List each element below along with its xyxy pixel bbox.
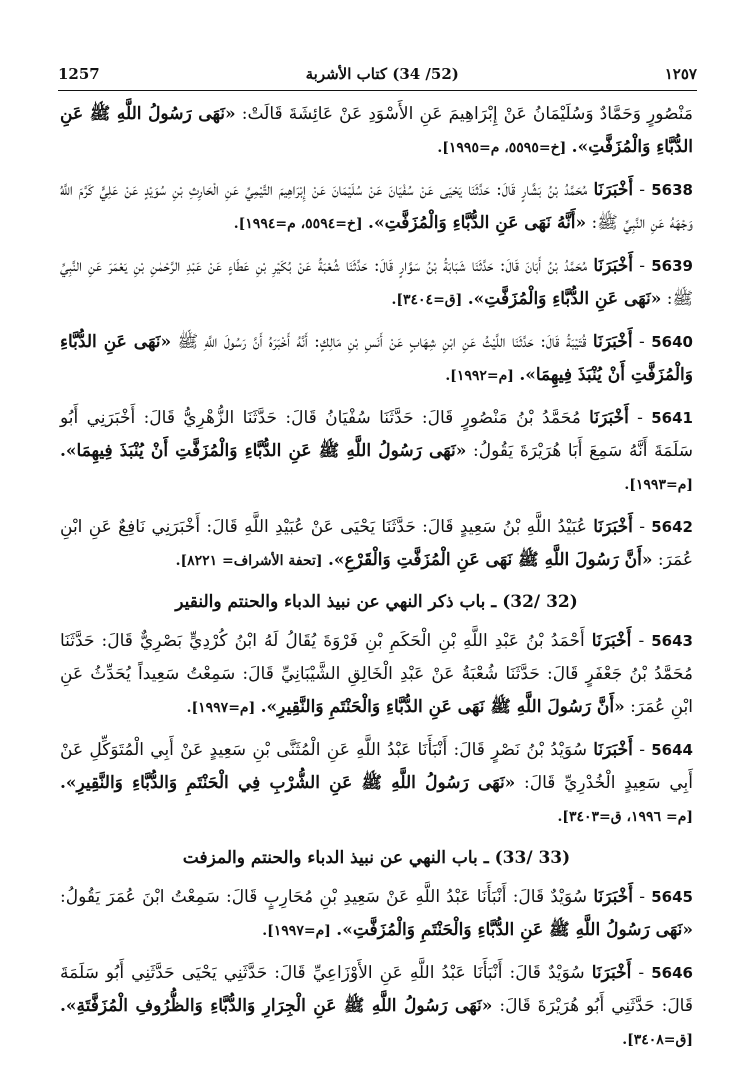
hadith-entry: 5642 - أَخْبَرَنَا عُبَيْدُ اللَّهِ بْنُ سَعِيدٍ قَالَ: حَدَّثَنَا يَحْيَى عَنْ عُبَيْدِ اللَّهِ قَالَ: أَخْبَرَنِي نَافِعٌ عَنِ ابْنِ عُمَرَ: «أَنَّ رَسُولَ اللَّهِ ﷺ نَهَى عَنِ الْمُزَفَّتِ وَالْقَرْعِ». [تحفة الأشراف= ٨٢٢١]. bbox=[60, 517, 693, 570]
hadith-matn: «نَهَى رَسُولُ اللَّهِ ﷺ عَنِ الدُّبَّاءِ وَالْحَنْتَمِ وَالْمُزَفَّتِ». bbox=[336, 920, 693, 940]
isnad-text: سُوَيْدٌ قَالَ: أَنْبَأَنَا عَبْدُ اللَّهِ عَنْ سَعِيدِ بْنِ مُحَارِبٍ قَالَ: سَمِعْتُ ابْنَ عُمَرَ يَقُولُ: bbox=[60, 887, 594, 907]
running-title: (52/ 34) كتاب الأشربة bbox=[305, 65, 459, 83]
isnad-text: أَحْمَدُ بْنُ عَبْدِ اللَّهِ بْنِ الْحَكَمِ بْنِ فَرْوَةَ يُقَالُ لَهُ ابْنُ كُرْدِيٍّ بَصْرِيٌّ قَالَ: حَدَّثَنَا مُحَمَّدُ بْنُ جَعْفَرٍ قَالَ: حَدَّثَنَا شُعْبَةُ عَنْ عَبْدِ الْخَالِقِ الشَّيْبَانِيِّ قَالَ: سَمِعْتُ سَعِيداً يُحَدِّثُ عَنِ ابْنِ عُمَرَ: bbox=[60, 631, 693, 717]
hadith-number: 5642 bbox=[651, 518, 693, 536]
hadith-matn: «نَهَى عَنِ الدُّبَّاءِ وَالْمُزَفَّتِ». bbox=[467, 289, 662, 309]
cross-reference: [م= ١٩٩٦، ق=٣٤٠٣]. bbox=[557, 809, 693, 825]
hadith-matn: «نَهَى رَسُولُ اللَّهِ ﷺ عَنِ الدُّبَّاءِ وَالْمُزَفَّتِ». bbox=[60, 104, 693, 157]
hadith-number: 5645 bbox=[651, 888, 693, 906]
hadith-entry: 5643 - أَخْبَرَنَا أَحْمَدُ بْنُ عَبْدِ اللَّهِ بْنِ الْحَكَمِ بْنِ فَرْوَةَ يُقَالُ لَهُ ابْنُ كُرْدِيٍّ بَصْرِيٌّ قَالَ: حَدَّثَنَا مُحَمَّدُ بْنُ جَعْفَرٍ قَالَ: حَدَّثَنَا شُعْبَةُ عَنْ عَبْدِ الْخَالِقِ الشَّيْبَانِيِّ قَالَ: سَمِعْتُ سَعِيداً يُحَدِّثُ عَنِ ابْنِ عُمَرَ: «أَنَّ رَسُولَ اللَّهِ ﷺ نَهَى عَنِ الدُّبَّاءِ وَالْحَنْتَمِ وَالنَّقِيرِ». [م=١٩٩٧]. bbox=[60, 631, 693, 717]
hadith-matn: «نَهَى عَنِ الدُّبَّاءِ وَالْمُزَفَّتِ أَنْ يُنْبَذَ فِيهِمَا». bbox=[60, 332, 693, 385]
cross-reference: [ق=٣٤٠٤]. bbox=[391, 292, 463, 308]
cross-reference: [تحفة الأشراف= ٨٢٢١]. bbox=[175, 553, 323, 569]
narration-lead: أَخْبَرَنَا bbox=[591, 963, 632, 983]
hadith-matn: «نَهَى رَسُولُ اللَّهِ ﷺ عَنِ الْجِرَارِ وَالدُّبَّاءِ وَالظُّرُوفِ الْمُزَفَّتَةِ». bbox=[60, 996, 493, 1016]
narration-lead: أَخْبَرَنَا bbox=[593, 180, 634, 200]
hadith-number: 5640 bbox=[651, 333, 693, 351]
isnad-text: سُوَيْدُ بْنُ نَصْرٍ قَالَ: أَنْبَأَنَا عَبْدُ اللَّهِ عَنِ الْمُثَنَّى بْنِ سَعِيدٍ عَنْ أَبِي الْمُتَوَكِّلِ عَنْ أَبِي سَعِيدٍ الْخُدْرِيِّ قَالَ: bbox=[60, 740, 693, 793]
hadith-matn: «نَهَى رَسُولُ اللَّهِ ﷺ عَنِ الدُّبَّاءِ وَالْمُزَفَّتِ أَنْ يُنْبَذَ فِيهِمَا». bbox=[60, 441, 467, 461]
isnad-text: مُحَمَّدُ بْنُ بَشَّارٍ قَالَ: حَدَّثَنَا يَحْيَى عَنْ سُفْيَانَ عَنْ سُلَيْمَانَ عَنْ إِبْرَاهِيمَ التَّيْمِيِّ عَنِ الْحَارِثِ بْنِ سُوَيْدٍ عَنْ عَلِيٍّ كَرَّمَ اللَّهُ وَجْهَهُ عَنِ النَّبِيِّ ﷺ: bbox=[60, 180, 693, 233]
cross-reference: [م=١٩٩٢]. bbox=[445, 368, 514, 384]
isnad-text: عُبَيْدُ اللَّهِ بْنُ سَعِيدٍ قَالَ: حَدَّثَنَا يَحْيَى عَنْ عُبَيْدِ اللَّهِ قَالَ: أَخْبَرَنِي نَافِعٌ عَنِ ابْنِ عُمَرَ: bbox=[60, 517, 693, 570]
page-number-arabic: ١٢٥٧ bbox=[664, 65, 697, 83]
hadith-entry: 5638 - أَخْبَرَنَا مُحَمَّدُ بْنُ بَشَّارٍ قَالَ: حَدَّثَنَا يَحْيَى عَنْ سُفْيَانَ عَنْ سُلَيْمَانَ عَنْ إِبْرَاهِيمَ التَّيْمِيِّ عَنِ الْحَارِثِ بْنِ سُوَيْدٍ عَنْ عَلِيٍّ كَرَّمَ اللَّهُ وَجْهَهُ عَنِ النَّبِيِّ ﷺ: «أَنَّهُ نَهَى عَنِ الدُّبَّاءِ وَالْمُزَفَّتِ». [خ=٥٥٩٤، م=١٩٩٤]. bbox=[60, 180, 693, 233]
isnad-text: مُحَمَّدُ بْنُ أَبَانَ قَالَ: حَدَّثَنَا شَبَابَةُ بْنُ سَوَّارٍ قَالَ: حَدَّثَنَا شُعْبَةُ عَنْ بُكَيْرِ بْنِ عَطَاءٍ عَنْ عَبْدِ الرَّحْمٰنِ بْنِ يَعْمَرَ عَنِ النَّبِيِّ ﷺ: bbox=[60, 256, 693, 309]
hadith-entry: 5645 - أَخْبَرَنَا سُوَيْدٌ قَالَ: أَنْبَأَنَا عَبْدُ اللَّهِ عَنْ سَعِيدِ بْنِ مُحَارِبٍ قَالَ: سَمِعْتُ ابْنَ عُمَرَ يَقُولُ: «نَهَى رَسُولُ اللَّهِ ﷺ عَنِ الدُّبَّاءِ وَالْحَنْتَمِ وَالْمُزَفَّتِ». [م=١٩٩٧]. bbox=[60, 887, 693, 940]
hadith-number: 5639 bbox=[651, 257, 693, 275]
cross-reference: [م=١٩٩٧]. bbox=[262, 923, 331, 939]
page-body bbox=[60, 98, 693, 1066]
narration-lead: أَخْبَرَنَا bbox=[593, 887, 633, 907]
narration-lead: أَخْبَرَنَا bbox=[591, 631, 632, 651]
chapter-heading: (33 /33) ـ باب النهي عن نبيذ الدباء والحنتم والمزفت bbox=[182, 848, 571, 868]
narration-lead: أَخْبَرَنَا bbox=[589, 408, 629, 428]
narration-lead: أَخْبَرَنَا bbox=[592, 332, 633, 352]
page-header bbox=[58, 60, 697, 88]
isnad-text: سُوَيْدٌ قَالَ: أَنْبَأَنَا عَبْدُ اللَّهِ عَنِ الأَوْزَاعِيِّ قَالَ: حَدَّثَنِي يَحْيَى حَدَّثَنِي أَبُو سَلَمَةَ قَالَ: حَدَّثَنِي أَبُو هُرَيْرَةَ قَالَ: bbox=[60, 963, 693, 1016]
hadith-matn: «أَنَّ رَسُولَ اللَّهِ ﷺ نَهَى عَنِ الدُّبَّاءِ وَالْحَنْتَمِ وَالنَّقِيرِ». bbox=[260, 697, 625, 717]
hadith-number: 5643 bbox=[651, 632, 693, 650]
hadith-entry: 5639 - أَخْبَرَنَا مُحَمَّدُ بْنُ أَبَانَ قَالَ: حَدَّثَنَا شَبَابَةُ بْنُ سَوَّارٍ قَالَ: حَدَّثَنَا شُعْبَةُ عَنْ بُكَيْرِ بْنِ عَطَاءٍ عَنْ عَبْدِ الرَّحْمٰنِ بْنِ يَعْمَرَ عَنِ النَّبِيِّ ﷺ: «نَهَى عَنِ الدُّبَّاءِ وَالْمُزَفَّتِ». [ق=٣٤٠٤]. bbox=[60, 256, 693, 309]
hadith-entry: 5641 - أَخْبَرَنَا مُحَمَّدُ بْنُ مَنْصُورٍ قَالَ: حَدَّثَنَا سُفْيَانُ قَالَ: حَدَّثَنَا الزُّهْرِيُّ قَالَ: أَخْبَرَنِي أَبُو سَلَمَةَ أَنَّهُ سَمِعَ أَبَا هُرَيْرَةَ يَقُولُ: «نَهَى رَسُولُ اللَّهِ ﷺ عَنِ الدُّبَّاءِ وَالْمُزَفَّتِ أَنْ يُنْبَذَ فِيهِمَا». [م=١٩٩٣]. bbox=[60, 408, 693, 493]
hadith-matn: «أَنَّهُ نَهَى عَنِ الدُّبَّاءِ وَالْمُزَفَّتِ». bbox=[368, 213, 587, 233]
hadith-entry: 5646 - أَخْبَرَنَا سُوَيْدٌ قَالَ: أَنْبَأَنَا عَبْدُ اللَّهِ عَنِ الأَوْزَاعِيِّ قَالَ: حَدَّثَنِي يَحْيَى حَدَّثَنِي أَبُو سَلَمَةَ قَالَ: حَدَّثَنِي أَبُو هُرَيْرَةَ قَالَ: «نَهَى رَسُولُ اللَّهِ ﷺ عَنِ الْجِرَارِ وَالدُّبَّاءِ وَالظُّرُوفِ الْمُزَفَّتَةِ». [ق=٣٤٠٨]. bbox=[60, 963, 693, 1048]
isnad-text: مُحَمَّدُ بْنُ مَنْصُورٍ قَالَ: حَدَّثَنَا سُفْيَانُ قَالَ: حَدَّثَنَا الزُّهْرِيُّ قَالَ: أَخْبَرَنِي أَبُو سَلَمَةَ أَنَّهُ سَمِعَ أَبَا هُرَيْرَةَ يَقُولُ: bbox=[60, 408, 693, 461]
narration-lead: أَخْبَرَنَا bbox=[593, 740, 633, 760]
hadith-number: 5641 bbox=[651, 409, 693, 427]
chapter-heading: (32 /32) ـ باب ذكر النهي عن نبيذ الدباء والحنتم والنقير bbox=[175, 592, 578, 612]
page-number-latin: 1257 bbox=[58, 65, 100, 83]
hadith-matn: «أَنَّ رَسُولَ اللَّهِ ﷺ نَهَى عَنِ الْمُزَفَّتِ وَالْقَرْعِ». bbox=[327, 550, 653, 570]
narration-lead: أَخْبَرَنَا bbox=[593, 256, 634, 276]
header-rule bbox=[58, 90, 697, 91]
cross-reference: [خ=٥٥٩٥، م=١٩٩٥]. bbox=[437, 140, 567, 156]
hadith-number: 5638 bbox=[651, 181, 693, 199]
cross-reference: [م=١٩٩٧]. bbox=[186, 700, 256, 716]
hadith-matn: «نَهَى رَسُولُ اللَّهِ ﷺ عَنِ الشُّرْبِ فِي الْحَنْتَمِ وَالدُّبَّاءِ وَالنَّقِيرِ». bbox=[60, 773, 516, 793]
hadith-number: 5644 bbox=[651, 741, 693, 759]
cross-reference: [خ=٥٥٩٤، م=١٩٩٤]. bbox=[233, 216, 363, 232]
isnad-text: مَنْصُورٍ وَحَمَّادٌ وَسُلَيْمَانُ عَنْ إِبْرَاهِيمَ عَنِ الأَسْوَدِ عَنْ عَائِشَةَ قَالَتْ: bbox=[235, 104, 693, 124]
isnad-text: قُتَيْبَةُ قَالَ: حَدَّثَنَا اللَّيْثُ عَنِ ابْنِ شِهَابٍ عَنْ أَنَسِ بْنِ مَالِكٍ: أَنَّهُ أَخْبَرَهُ أَنَّ رَسُولَ اللَّهِ ﷺ bbox=[171, 332, 593, 352]
hadith-entry: 5644 - أَخْبَرَنَا سُوَيْدُ بْنُ نَصْرٍ قَالَ: أَنْبَأَنَا عَبْدُ اللَّهِ عَنِ الْمُثَنَّى بْنِ سَعِيدٍ عَنْ أَبِي الْمُتَوَكِّلِ عَنْ أَبِي سَعِيدٍ الْخُدْرِيِّ قَالَ: «نَهَى رَسُولُ اللَّهِ ﷺ عَنِ الشُّرْبِ فِي الْحَنْتَمِ وَالدُّبَّاءِ وَالنَّقِيرِ». [م= ١٩٩٦، ق=٣٤٠٣]. bbox=[60, 740, 693, 825]
hadith-entry bbox=[60, 98, 693, 165]
narration-lead: أَخْبَرَنَا bbox=[593, 517, 633, 537]
hadith-number: 5646 bbox=[651, 964, 693, 982]
cross-reference: [ق=٣٤٠٨]. bbox=[622, 1032, 693, 1048]
hadith-entry: 5640 - أَخْبَرَنَا قُتَيْبَةُ قَالَ: حَدَّثَنَا اللَّيْثُ عَنِ ابْنِ شِهَابٍ عَنْ أَنَسِ بْنِ مَالِكٍ: أَنَّهُ أَخْبَرَهُ أَنَّ رَسُولَ اللَّهِ ﷺ «نَهَى عَنِ الدُّبَّاءِ وَالْمُزَفَّتِ أَنْ يُنْبَذَ فِيهِمَا». [م=١٩٩٢]. bbox=[60, 332, 693, 385]
cross-reference: [م=١٩٩٣]. bbox=[624, 477, 693, 493]
